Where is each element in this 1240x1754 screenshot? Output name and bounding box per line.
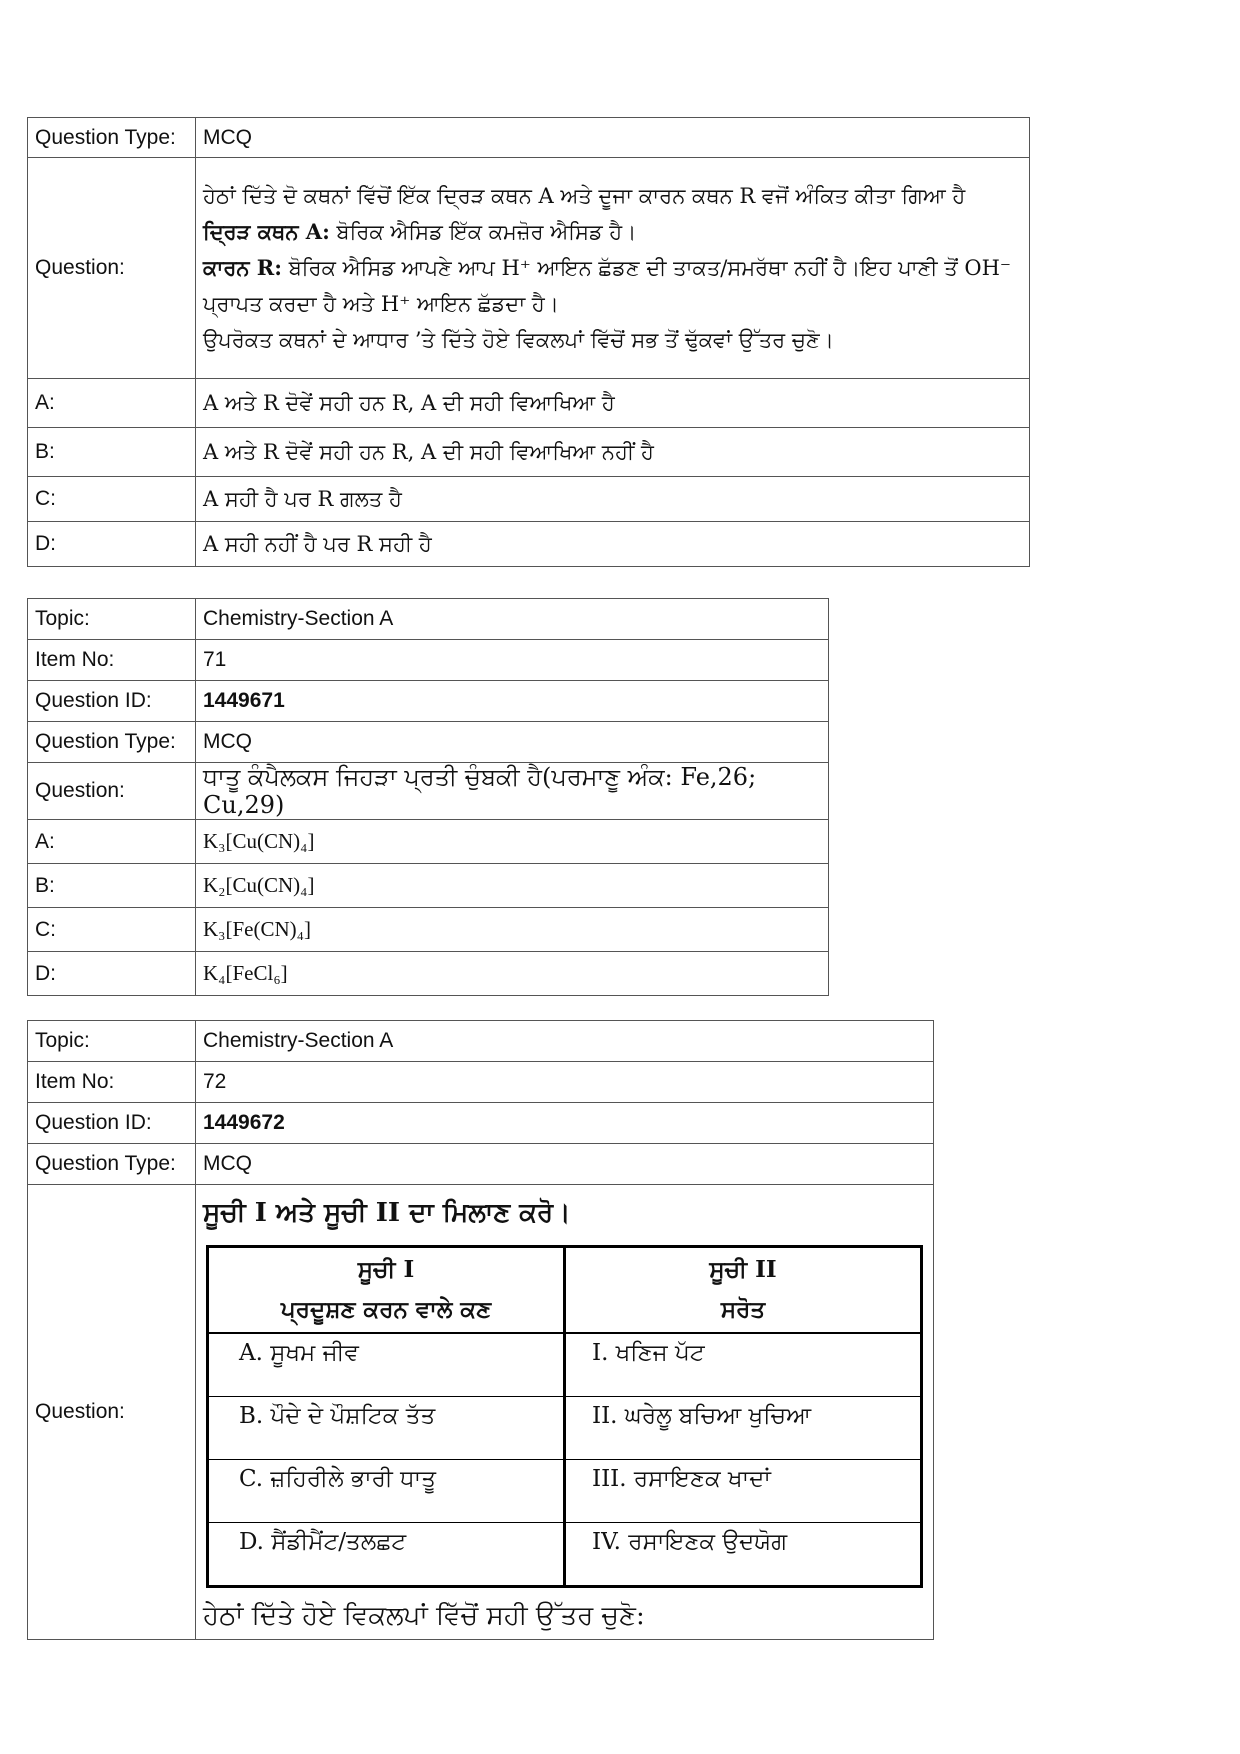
question-id-label: Question ID:: [28, 1103, 196, 1144]
question-text: ਧਾਤੂ ਕੰਪੈਲਕਸ ਜਿਹੜਾ ਪ੍ਰਤੀ ਚੁੰਬਕੀ ਹੈ(ਪਰਮਾਣੂ ਅੰਕ: Fe,26; Cu,29): [196, 763, 829, 820]
option-d-text: K₄[FeCl₆]: [196, 952, 829, 996]
list-1-header: [208, 1247, 565, 1334]
option-d-text: A ਸਹੀ ਨਹੀਂ ਹੈ ਪਰ R ਸਹੀ ਹੈ: [196, 522, 1030, 567]
list-2-item-iv: IV. ਰਸਾਇਣਕ ਉਦਯੋਗ: [565, 1523, 922, 1587]
list-2-item-ii: II. ਘਰੇਲੂ ਬਚਿਆ ਖੁਚਿਆ: [565, 1397, 922, 1460]
option-c-label: C:: [28, 477, 196, 522]
question-id-value: 1449671: [196, 681, 829, 722]
item-no-value: 72: [196, 1062, 934, 1103]
item-no-value: 71: [196, 640, 829, 681]
list-2-header: [565, 1247, 922, 1334]
question-type-value: MCQ: [196, 722, 829, 763]
option-a-label: A:: [28, 379, 196, 428]
list-2-subtitle: ਸਰੋਤ: [720, 1296, 766, 1323]
topic-value: Chemistry-Section A: [196, 1021, 934, 1062]
question-id-label: Question ID:: [28, 681, 196, 722]
reason-line: [203, 250, 1022, 322]
list-1-title: ਸੂਚੀ I: [357, 1256, 415, 1283]
question-intro: ਹੇਠਾਂ ਦਿੱਤੇ ਦੋ ਕਥਨਾਂ ਵਿੱਚੋਂ ਇੱਕ ਦ੍ਰਿੜ ਕਥਨ A ਅਤੇ ਦੂਜਾ ਕਾਰਨ ਕਥਨ R ਵਜੋਂ ਅੰਕਿਤ ਕੀਤਾ ਗਿਆ ਹੈ: [203, 184, 966, 208]
list-2-item-i: I. ਖਣਿਜ ਪੱਟ: [565, 1333, 922, 1397]
list-1-subtitle: ਪ੍ਰਦੂਸ਼ਣ ਕਰਨ ਵਾਲੇ ਕਣ: [280, 1296, 492, 1323]
topic-label: Topic:: [28, 599, 196, 640]
question-type-value: MCQ: [196, 1144, 934, 1185]
reason-label: ਕਾਰਨ R:: [203, 255, 282, 280]
option-b-label: B:: [28, 864, 196, 908]
question-text: [196, 158, 1030, 379]
question-type-value: MCQ: [196, 118, 1030, 158]
question-label: Question:: [28, 158, 196, 379]
question-table-1: [27, 117, 1030, 567]
list-2-item-iii: III. ਰਸਾਇਣਕ ਖਾਦਾਂ: [565, 1460, 922, 1523]
option-b-text: K₂[Cu(CN)₄]: [196, 864, 829, 908]
list-2-title: ਸੂਚੀ II: [709, 1256, 777, 1283]
assertion-text: ਬੋਰਿਕ ਐਸਿਡ ਇੱਕ ਕਮਜ਼ੋਰ ਐਸਿਡ ਹੈ।: [336, 220, 637, 244]
list-1-item-b: B. ਪੌਦੇ ਦੇ ਪੌਸ਼ਟਿਕ ਤੱਤ: [208, 1397, 565, 1460]
question-label: Question:: [28, 1185, 196, 1640]
reason-text: ਬੋਰਿਕ ਐਸਿਡ ਆਪਣੇ ਆਪ H⁺ ਆਇਨ ਛੱਡਣ ਦੀ ਤਾਕਤ/ਸਮਰੱਥਾ ਨਹੀਂ ਹੈ।ਇਹ ਪਾਣੀ ਤੋਂ OH⁻ ਪ੍ਰਾਪਤ ਕਰਦਾ ਹੈ ਅਤੇ H⁺ ਆਇਨ ਛੱਡਦਾ ਹੈ।: [203, 256, 1012, 316]
option-a-text: K₃[Cu(CN)₄]: [196, 820, 829, 864]
match-table: [206, 1245, 923, 1588]
item-no-label: Item No:: [28, 640, 196, 681]
option-d-label: D:: [28, 522, 196, 567]
topic-value: Chemistry-Section A: [196, 599, 829, 640]
option-c-text: A ਸਹੀ ਹੈ ਪਰ R ਗਲਤ ਹੈ: [196, 477, 1030, 522]
option-a-label: A:: [28, 820, 196, 864]
question-content: [196, 1185, 934, 1640]
match-intro: ਸੂਚੀ I ਅਤੇ ਸੂਚੀ II ਦਾ ਮਿਲਾਣ ਕਰੋ।: [203, 1198, 571, 1228]
match-instruction: ਹੇਠਾਂ ਦਿੱਤੇ ਹੋਏ ਵਿਕਲਪਾਂ ਵਿੱਚੋਂ ਸਹੀ ਉੱਤਰ ਚੁਣੋ:: [203, 1601, 645, 1631]
option-a-text: A ਅਤੇ R ਦੋਵੇਂ ਸਹੀ ਹਨ R, A ਦੀ ਸਹੀ ਵਿਆਖਿਆ ਹੈ: [196, 379, 1030, 428]
option-c-text: K₃[Fe(CN)₄]: [196, 908, 829, 952]
question-type-label: Question Type:: [28, 1144, 196, 1185]
question-table-3: [27, 1020, 934, 1640]
question-type-label: Question Type:: [28, 118, 196, 158]
list-1-item-c: C. ਜ਼ਹਿਰੀਲੇ ਭਾਰੀ ਧਾਤੂ: [208, 1460, 565, 1523]
question-instruction: ਉਪਰੋਕਤ ਕਥਨਾਂ ਦੇ ਆਧਾਰ ’ਤੇ ਦਿੱਤੇ ਹੋਏ ਵਿਕਲਪਾਂ ਵਿੱਚੋਂ ਸਭ ਤੋਂ ਢੁੱਕਵਾਂ ਉੱਤਰ ਚੁਣੋ।: [203, 328, 834, 352]
question-label: Question:: [28, 763, 196, 820]
list-1-item-a: A. ਸੂਖਮ ਜੀਵ: [208, 1333, 565, 1397]
option-d-label: D:: [28, 952, 196, 996]
question-table-2: [27, 598, 829, 996]
assertion-label: ਦ੍ਰਿੜ ਕਥਨ A:: [203, 219, 330, 244]
assertion-line: [203, 214, 1022, 250]
option-b-text: A ਅਤੇ R ਦੋਵੇਂ ਸਹੀ ਹਨ R, A ਦੀ ਸਹੀ ਵਿਆਖਿਆ ਨਹੀਂ ਹੈ: [196, 428, 1030, 477]
topic-label: Topic:: [28, 1021, 196, 1062]
item-no-label: Item No:: [28, 1062, 196, 1103]
list-1-item-d: D. ਸੈਂਡੀਮੈਂਟ/ਤਲਛਟ: [208, 1523, 565, 1587]
question-type-label: Question Type:: [28, 722, 196, 763]
option-b-label: B:: [28, 428, 196, 477]
question-id-value: 1449672: [196, 1103, 934, 1144]
option-c-label: C:: [28, 908, 196, 952]
